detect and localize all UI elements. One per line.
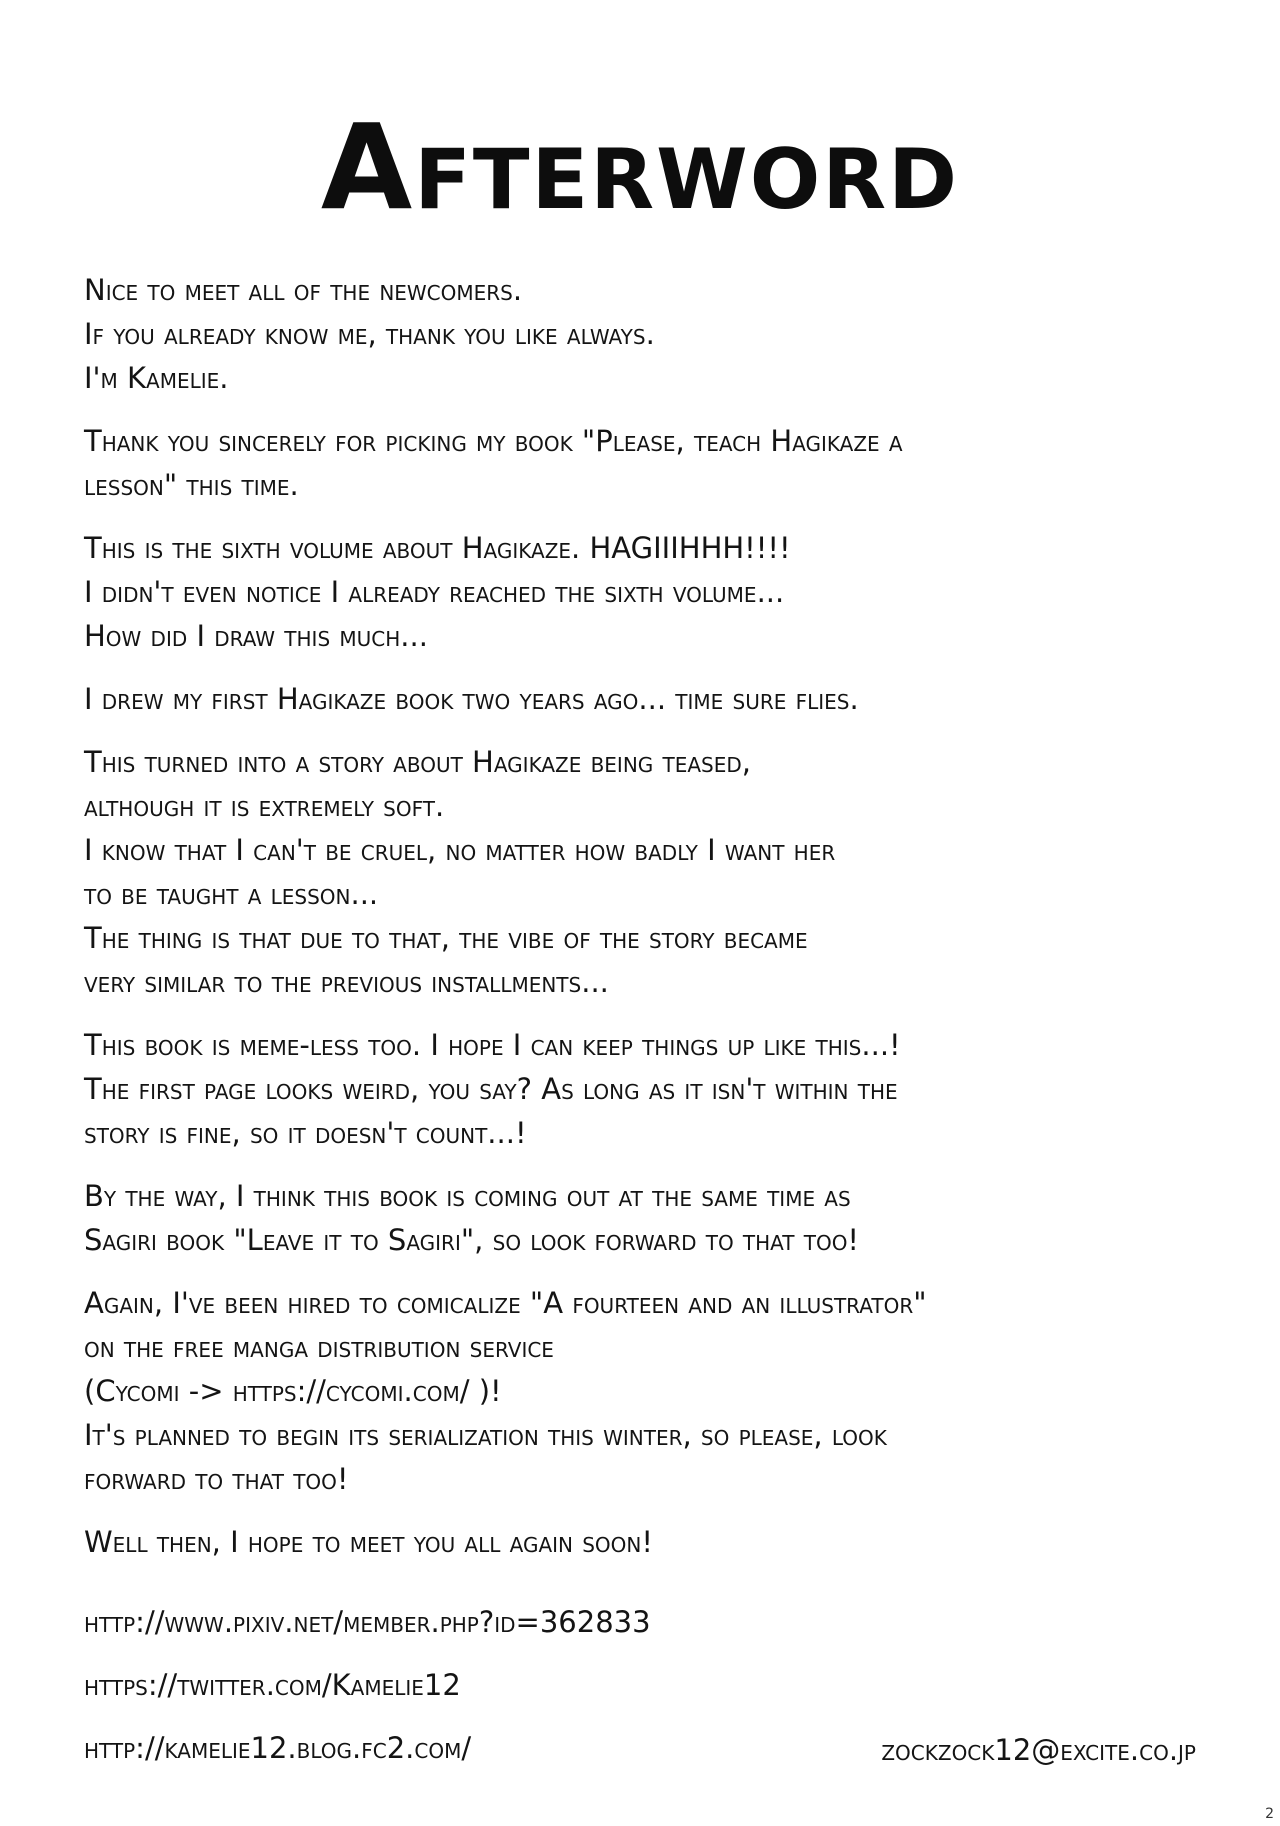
paragraph-7: [84, 1174, 1204, 1262]
paragraph-1: [84, 268, 1204, 400]
text-line: very similar to the previous installments...: [84, 965, 609, 999]
afterword-body: [84, 268, 1204, 1583]
paragraph-3: [84, 526, 1204, 658]
text-line: How did I draw this much...: [84, 619, 428, 653]
text-line: If you already know me, thank you like always.: [84, 317, 655, 351]
blog-link: http://kamelie12.blog.fc2.com/: [84, 1731, 472, 1765]
text-line: I'm Kamelie.: [84, 361, 229, 395]
text-line: This book is meme-less too. I hope I can keep things up like this...!: [84, 1028, 901, 1062]
text-line: I drew my first Hagikaze book two years ago... time sure flies.: [84, 682, 859, 716]
text-line: Sagiri book "Leave it to Sagiri", so look forward to that too!: [84, 1223, 860, 1257]
text-line: lesson" this time.: [84, 468, 299, 502]
paragraph-2: [84, 419, 1204, 507]
paragraph-6: [84, 1023, 1204, 1155]
paragraph-5: [84, 740, 1204, 1004]
text-line: By the way, I think this book is coming out at the same time as: [84, 1179, 851, 1213]
twitter-link: https://twitter.com/Kamelie12: [84, 1668, 461, 1702]
page-number: 2: [1265, 1806, 1274, 1822]
text-line: to be taught a lesson...: [84, 877, 379, 911]
text-line: forward to that too!: [84, 1462, 349, 1496]
paragraph-9: [84, 1520, 1204, 1564]
text-line: This turned into a story about Hagikaze being teased,: [84, 745, 751, 779]
text-line: Again, I've been hired to comicalize "A fourteen and an illustrator": [84, 1286, 927, 1320]
page-title: Afterword: [320, 98, 960, 236]
text-line: I know that I can't be cruel, no matter how badly I want her: [84, 833, 836, 867]
paragraph-4: [84, 677, 1204, 721]
paragraph-8: [84, 1281, 1204, 1501]
text-line: I didn't even notice I already reached the sixth volume...: [84, 575, 785, 609]
text-line: The first page looks weird, you say? As long as it isn't within the: [84, 1072, 898, 1106]
email-address: zockzock12@excite.co.jp: [881, 1733, 1196, 1767]
text-line: (Cycomi -> https://cycomi.com/ )!: [84, 1374, 502, 1408]
text-line: Nice to meet all of the newcomers.: [84, 273, 523, 307]
text-line: The thing is that due to that, the vibe of the story became: [84, 921, 808, 955]
text-line: Well then, I hope to meet you all again soon!: [84, 1525, 653, 1559]
text-line: It's planned to begin its serialization this winter, so please, look: [84, 1418, 887, 1452]
text-line: This is the sixth volume about Hagikaze. HAGIIIHHH!!!!: [84, 531, 791, 565]
pixiv-link: http://www.pixiv.net/member.php?id=362833: [84, 1605, 651, 1639]
text-line: Thank you sincerely for picking my book "Please, teach Hagikaze a: [84, 424, 903, 458]
text-line: story is fine, so it doesn't count...!: [84, 1116, 527, 1150]
text-line: although it is extremely soft.: [84, 789, 445, 823]
text-line: on the free manga distribution service: [84, 1330, 554, 1364]
